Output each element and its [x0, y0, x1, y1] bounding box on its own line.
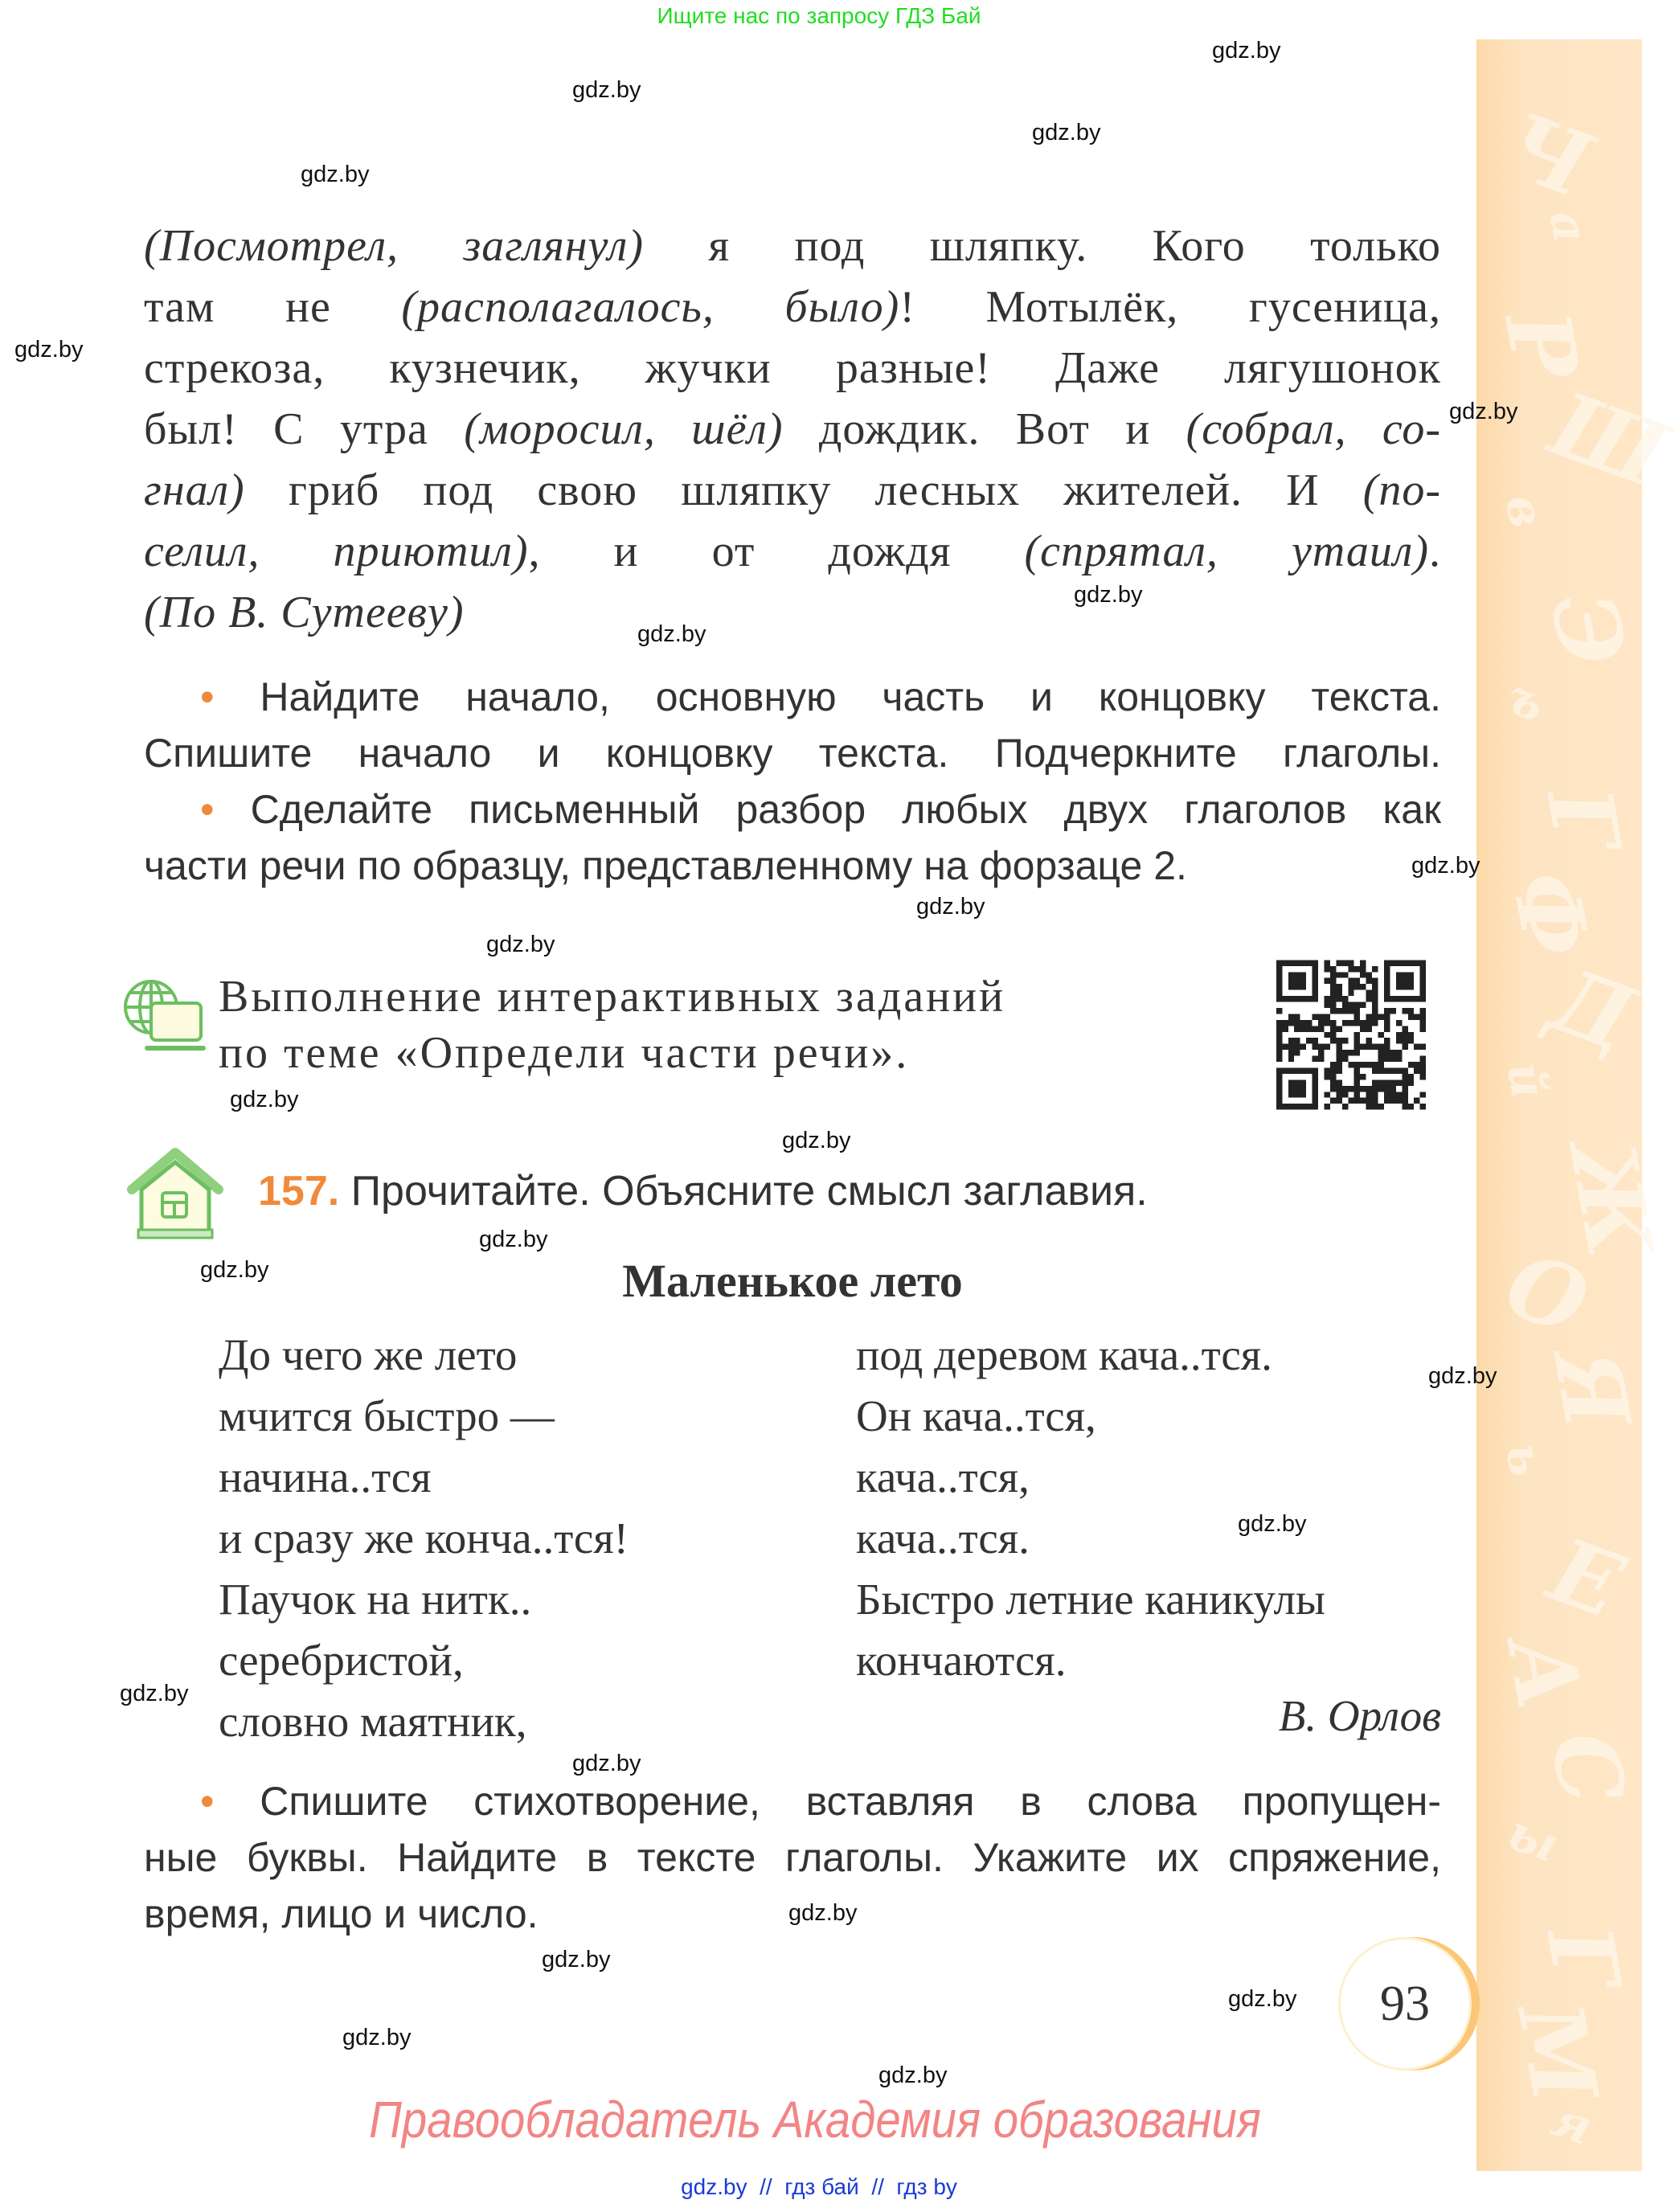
decorative-letter: Д	[1537, 947, 1647, 1071]
story-text-segment: дождик. Вот и	[783, 404, 1186, 454]
copyright-notice: Правообладатель Академия образования	[369, 2091, 1261, 2149]
decorative-letter: Ш	[1538, 372, 1679, 508]
watermark: gdz.by	[200, 1257, 269, 1283]
story-text-segment: там не	[144, 282, 402, 332]
instruction-text: Сделайте письменный разбор любых двух глаголов как	[214, 787, 1441, 832]
globe-laptop-icon	[121, 977, 209, 1057]
interactive-tasks-line1: Выполнение интерактивных заданий	[219, 972, 1006, 1022]
decorative-alphabet-strip	[1476, 39, 1679, 2171]
task-157-heading	[258, 1167, 1148, 1215]
task-instruction: Прочитайте. Объясните смысл заглавия.	[339, 1168, 1148, 1215]
story-line	[144, 587, 464, 638]
verb-choice: (собрал, со-	[1186, 404, 1442, 454]
poem-line: кончаются.	[856, 1636, 1067, 1685]
decorative-letter: Ф	[1492, 863, 1609, 965]
footer-links[interactable]: gdz.by // гдз бай // гдз by	[681, 2174, 957, 2199]
verb-choice: гнал)	[144, 465, 245, 515]
watermark: gdz.by	[342, 2025, 412, 2050]
instruction-line	[144, 786, 1441, 833]
decorative-letter: Е	[1537, 1518, 1636, 1639]
verb-choice: селил, приютил)	[144, 526, 529, 576]
poem-title: Маленькое лето	[622, 1255, 963, 1307]
decorative-letter: ы	[1500, 1804, 1566, 1874]
watermark: gdz.by	[1212, 38, 1281, 63]
watermark: gdz.by	[542, 1947, 611, 1972]
watermark: gdz.by	[572, 1751, 641, 1776]
watermark: gdz.by	[1074, 582, 1143, 608]
watermark: gdz.by	[120, 1681, 189, 1706]
poem-line: серебристой,	[219, 1636, 464, 1685]
instruction-line: части речи по образцу, представленному на форзаце 2.	[144, 843, 1187, 888]
watermark: gdz.by	[14, 337, 84, 363]
watermark: gdz.by	[1428, 1363, 1497, 1389]
story-text-segment: ! Мотылёк, гусеница,	[899, 282, 1441, 332]
poem-line: и сразу же конча..тся!	[219, 1514, 629, 1563]
decorative-letter: Ч	[1493, 92, 1605, 219]
bullet-icon: •	[200, 1779, 215, 1824]
qr-code[interactable]	[1264, 942, 1438, 1128]
story-line	[144, 220, 1441, 272]
decorative-letter: Р	[1484, 303, 1599, 387]
watermark: gdz.by	[1032, 120, 1101, 145]
page-number: 93	[1338, 1937, 1472, 2071]
poem-left-column	[219, 1325, 629, 1752]
verb-choice: (моросил, шёл)	[464, 404, 784, 454]
poem-right-column	[856, 1325, 1325, 1691]
watermark: gdz.by	[916, 894, 985, 920]
decorative-letter: Я	[1534, 1341, 1650, 1436]
interactive-tasks-line2: по теме «Определи части речи».	[219, 1028, 910, 1078]
instruction-line: ные буквы. Найдите в тексте глаголы. Укажите их спряжение,	[144, 1835, 1441, 1880]
instruction-line	[144, 1778, 1441, 1825]
verb-choice: (спрятал, утаил)	[1024, 526, 1429, 576]
watermark: gdz.by	[301, 162, 370, 187]
home-task-icon	[127, 1148, 223, 1241]
story-text-segment: стрекоза, кузнечик, жучки разные! Даже лягушонок	[144, 343, 1441, 393]
decorative-letter: Ж	[1550, 1133, 1673, 1265]
watermark: gdz.by	[572, 77, 641, 103]
watermark: gdz.by	[878, 2062, 948, 2088]
decorative-letter: а	[1538, 206, 1599, 248]
poem-line: До чего же лето	[219, 1330, 518, 1379]
story-text-segment: я под шляпку. Кого только	[643, 221, 1442, 271]
watermark: gdz.by	[1449, 399, 1518, 424]
bullet-icon: •	[200, 674, 215, 719]
story-text-segment: был! С утра	[144, 404, 465, 454]
verb-choice: (по-	[1362, 465, 1441, 515]
watermark: gdz.by	[637, 621, 706, 647]
decorative-letter: й	[1495, 1058, 1558, 1103]
story-line	[144, 403, 1441, 455]
watermark: gdz.by	[782, 1128, 851, 1153]
watermark: gdz.by	[479, 1227, 548, 1252]
poem-line: кача..тся.	[856, 1514, 1030, 1563]
poem-line: Быстро летние каникулы	[856, 1575, 1325, 1624]
decorative-letter: С	[1530, 1724, 1645, 1812]
watermark: gdz.by	[230, 1087, 299, 1112]
instruction-text: Спишите стихотворение, вставляя в слова пропущен-	[214, 1779, 1441, 1824]
decorative-letter: Э	[1530, 586, 1645, 674]
decorative-letter: О	[1493, 1231, 1601, 1356]
task-number: 157.	[258, 1168, 340, 1215]
poem-line: Паучок на нитк..	[219, 1575, 532, 1624]
instruction-line	[144, 674, 1441, 720]
decorative-letter: А	[1487, 1628, 1603, 1718]
decorative-letter: я	[1544, 2090, 1600, 2157]
watermark: gdz.by	[486, 932, 555, 957]
decorative-letter: в	[1493, 490, 1555, 532]
story-text-segment: .	[1429, 526, 1441, 576]
watermark: gdz.by	[1411, 853, 1480, 879]
poem-line: начина..тся	[219, 1452, 432, 1501]
watermark: gdz.by	[1238, 1511, 1307, 1537]
story-line	[144, 281, 1441, 333]
top-search-hint: Ищите нас по запросу ГДЗ Бай	[657, 3, 981, 28]
instruction-line: Спишите начало и концовку текста. Подчеркните глаголы.	[144, 731, 1441, 776]
verb-choice: (Посмотрел, заглянул)	[144, 221, 644, 271]
story-text-segment: гриб под свою шляпку лесных жителей. И	[244, 465, 1363, 515]
decorative-letter: Г	[1526, 1918, 1640, 1997]
decorative-letter: Г	[1526, 780, 1640, 859]
instruction-text: Найдите начало, основную часть и концовку текста.	[214, 674, 1441, 719]
poem-author: В. Орлов	[1278, 1691, 1441, 1740]
decorative-letter: М	[1497, 1995, 1617, 2110]
poem-line: под деревом кача..тся.	[856, 1330, 1272, 1379]
poem-line: кача..тся,	[856, 1452, 1030, 1501]
bullet-icon: •	[200, 787, 215, 832]
poem-line: словно маятник,	[219, 1697, 527, 1746]
poem-line: Он кача..тся,	[856, 1391, 1096, 1440]
verb-choice: (располагалось, было)	[401, 282, 900, 332]
poem-line: мчится быстро —	[219, 1391, 555, 1440]
story-line	[144, 526, 1441, 577]
verb-choice: (По В. Сутееву)	[144, 588, 465, 637]
story-line	[144, 465, 1441, 516]
watermark: gdz.by	[1228, 1986, 1297, 2012]
watermark: gdz.by	[788, 1900, 858, 1926]
decorative-letter: ь	[1493, 1439, 1555, 1481]
story-line	[144, 342, 1441, 394]
decorative-letter: ъ	[1500, 668, 1553, 734]
story-text-segment: , и от дождя	[528, 526, 1025, 576]
instruction-line: время, лицо и число.	[144, 1891, 539, 1936]
